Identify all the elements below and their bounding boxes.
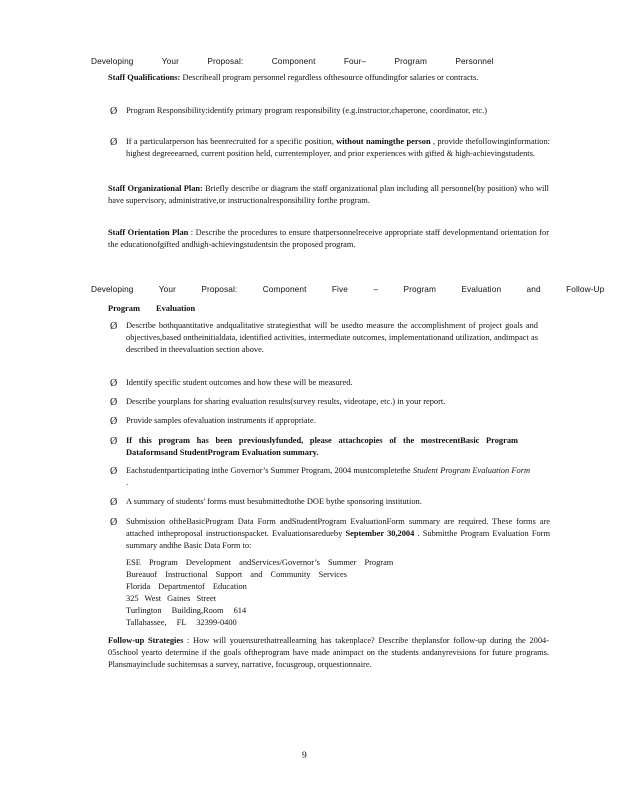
submission-text-c: . Submitthe Program Evaluation Form summary andthe Basic Data Form to: xyxy=(126,528,550,550)
address-line-1: ESE Program Development andServices/Governor’s Summer Program xyxy=(126,558,394,567)
student-form-text-c: . xyxy=(126,477,129,487)
recruited-text-a: If a particularperson has beenrecruited for a specific position, xyxy=(126,137,337,146)
page-number: 9 xyxy=(302,751,307,761)
staff-qualifications-label: Staff Qualifications: xyxy=(108,73,181,82)
student-form-text-italic: Student Program Evaluation Form xyxy=(412,466,530,475)
staff-organizational-plan-paragraph xyxy=(108,183,549,207)
submission-text-a: Submission oftheBasicProgram Data Form andStudentProgram EvaluationForm summary are required. These forms are attached intheproposal instructionspacket. Evaluationsaredueby xyxy=(126,517,550,538)
sub-bullet-arrow: Ø xyxy=(110,137,118,148)
address-line-3: Florida Departmentof Education xyxy=(126,582,247,591)
sub-bullet-arrow: Ø xyxy=(110,106,118,117)
sub-bullet-arrow: Ø xyxy=(110,436,118,447)
sub-bullet-arrow: Ø xyxy=(110,378,118,389)
sub-bullet-arrow: Ø xyxy=(110,517,118,528)
staff-orientation-text: : Describe the procedures to ensure thatpersonnelreceive appropriate staff developmentand orientation for the educationofgifted andhigh-achievingstudentsin the proposed program. xyxy=(108,228,549,249)
recruited-text-bold: without namingthe person xyxy=(336,137,431,146)
evaluation-describe-item: Describe bothquantitative andqualitative strategiesthat will be usedto measure the accomplishment of project goals and objectives,based ontheinitialdata, identified activities, intermediate outcomes, implementationand utilization, andimpact as described in theevaluation section above. xyxy=(126,321,538,354)
follow-up-text: : How will youensurethatreallearning has takenplace? Describe theplansfor follow-up during the 2004-05school yearto determine if the goals oftheprogram have made animpact on the students andanyrevisions for future programs. Plansmayinclude suchitemsas a survey, narrative, focusgroup, orquestionnaire. xyxy=(108,636,549,669)
follow-up-label: Follow-up Strategies xyxy=(108,636,184,645)
recruited-person-item xyxy=(126,136,550,160)
address-line-5: Turlington Building,Room 614 xyxy=(126,606,247,615)
staff-orientation-plan-paragraph xyxy=(108,227,549,251)
follow-up-strategies-paragraph xyxy=(108,635,549,671)
sub-bullet-arrow: Ø xyxy=(110,416,118,427)
identify-outcomes-item: Identify specific student outcomes and how these will be measured. xyxy=(126,378,353,387)
sub-bullet-arrow: Ø xyxy=(110,466,118,477)
samples-instruments-item: Provide samples ofevaluation instruments if appropriate. xyxy=(126,416,316,425)
program-evaluation-title: Program Evaluation xyxy=(108,304,196,313)
address-line-6: Tallahassee, FL 32399-0400 xyxy=(126,618,237,627)
section-five-heading: Developing Your Proposal: Component Five – Program Evaluation and Follow-Up xyxy=(91,284,605,294)
submission-date: September 30,2004 xyxy=(345,528,415,538)
previously-funded-item: If this program has been previouslyfunded, please attachcopies of the mostrecentBasic Program Dataformsand StudentProgram Evaluation summary. xyxy=(126,436,518,457)
submission-item xyxy=(126,516,550,552)
staff-organizational-text: Briefly describe or diagram the staff organizational plan including all personnel(by position) who will have supervisory, administrative,or instructionalresponsibility forthe program. xyxy=(108,184,549,205)
staff-organizational-label: Staff Organizational Plan: xyxy=(108,184,203,193)
staff-qualifications-text: Describeall program personnel regardless ofthesource offundingfor salaries or contracts. xyxy=(180,73,479,82)
recruited-text-c: , provide thefollowinginformation: highest degreeearned, current position held, currentemployer, and prior experiences with gifted & high-achievingstudents. xyxy=(126,137,551,158)
program-evaluation-label xyxy=(108,303,308,315)
sub-bullet-arrow: Ø xyxy=(110,397,118,408)
sharing-results-item: Describe yourplans for sharing evaluation results(survey results, videotape, etc.) in your report. xyxy=(126,397,446,406)
sub-bullet-arrow: Ø xyxy=(110,321,118,332)
staff-qualifications-paragraph xyxy=(108,72,549,84)
sub-bullet-arrow: Ø xyxy=(110,497,118,508)
address-line-2: Bureauof Instructional Support and Community Services xyxy=(126,570,347,579)
summary-forms-item: A summary of students' forms must besubmittedtothe DOE bythe sponsoring institution. xyxy=(126,497,422,506)
address-line-4: 325 West Gaines Street xyxy=(126,594,217,603)
section-four-heading: Developing Your Proposal: Component Four– Program Personnel xyxy=(91,56,494,66)
student-form-text-a: Eachstudentparticipating inthe Governor’s Summer Program, 2004 mustcompletethe xyxy=(126,466,413,475)
staff-orientation-label: Staff Orientation Plan xyxy=(108,228,189,237)
program-responsibility-item: Program Responsibility:identify primary program responsibility (e.g.instructor,chaperone, coordinator, etc.) xyxy=(126,106,487,115)
student-evaluation-form-item xyxy=(126,465,530,489)
